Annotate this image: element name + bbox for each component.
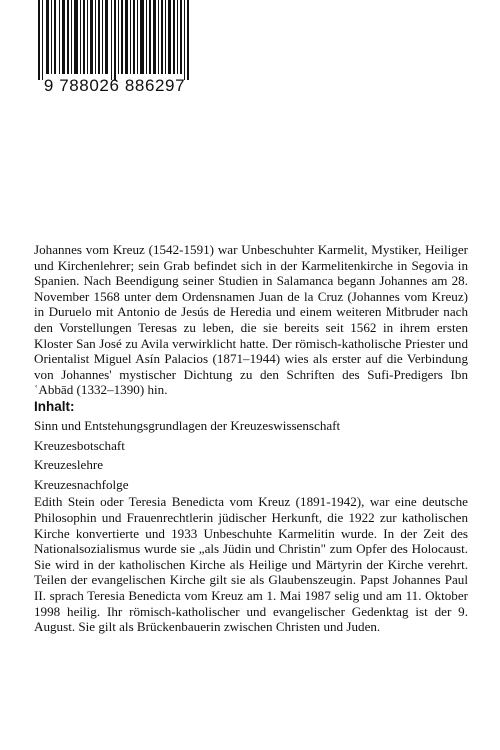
list-item: Sinn und Entstehungsgrundlagen der Kreuzeswissenschaft (34, 418, 341, 433)
author-description: Edith Stein oder Teresia Benedicta vom Kreuz (1891-1942), war eine deutsche Philosophin und Frauenrechtlerin jüdischer Herkunft, die 1922 zur katholischen Kirche konvertierte und 1933 Unbeschuhte Karmelitin wurde. In der Zeit des Nationalsozialismus wurde sie „als Jüdin und Christin" zum Opfer des Holocaust. Sie wird in der katholischen Kirche als Heilige und Märtyrin der Kirche verehrt. Teilen der evangelischen Kirche gilt sie als Glaubenszeugin. Papst Johannes Paul II. sprach Teresia Benedicta vom Kreuz am 1. Mai 1987 selig und am 11. Oktober 1998 heilig. Ihr römisch-katholischer und evangelischer Gedenktag ist der 9. August. Sie gilt als Brückenbauerin zwischen Christen und Juden. (34, 494, 468, 635)
isbn-barcode (34, 0, 195, 108)
barcode-icon (34, 0, 195, 80)
list-item: Kreuzesbotschaft (34, 437, 125, 453)
contents-heading: Inhalt: (34, 399, 75, 414)
isbn-number: 9 788026 886297 (43, 76, 186, 95)
list-item: Kreuzesnachfolge (34, 476, 129, 492)
contents-section (34, 398, 468, 635)
list-item: Kreuzeslehre (34, 457, 104, 473)
book-description: Johannes vom Kreuz (1542-1591) war Unbeschuhter Karmelit, Mystiker, Heiliger und Kirchenlehrer; sein Grab befindet sich in der Karmelitenkirche in Segovia in Spanien. Nach Beendigung seiner Studien in Salamanca begann Johannes am 28. November 1568 unter dem Ordensnamen Juan de la Cruz (Johannes vom Kreuz) in Duruelo mit Antonio de Jesús de Heredia und einem weiteren Mitbruder nach den Vorstellungen Teresas zu leben, die sie bereits seit 1562 in ihrem ersten Kloster San José zu Avila verwirklicht hatte. Der römisch-katholische Priester und Orientalist Miguel Asín Palacios (1871–1944) wies als erster auf die Verbindung von Johannes' mystischer Dichtung zu den Schriften des Sufi-Predigers Ibn ʿAbbād (1332–1390) hin. (34, 242, 468, 398)
contents-list (34, 416, 468, 494)
